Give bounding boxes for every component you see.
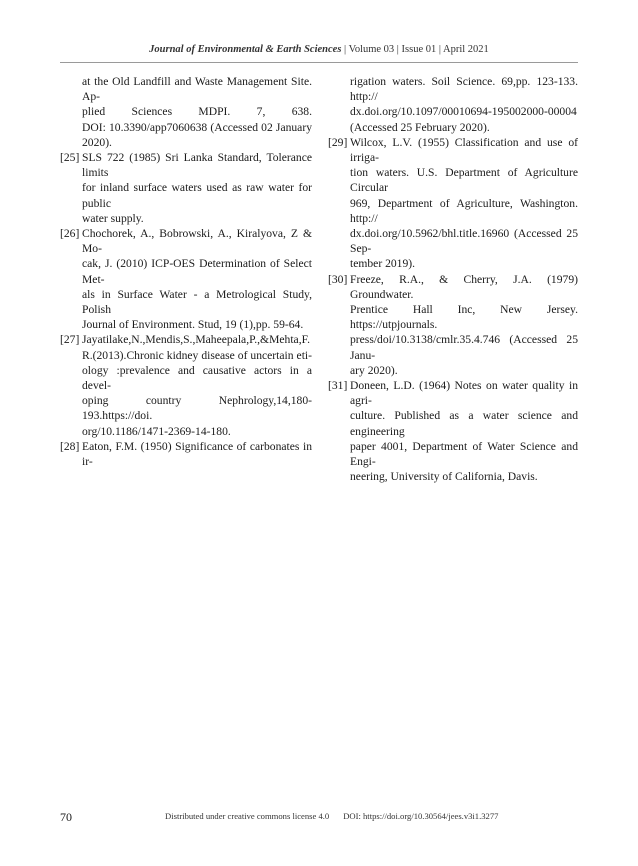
reference-item (328, 272, 578, 378)
reference-line: Doneen, L.D. (1964) Notes on water quality in agri- (350, 379, 578, 408)
reference-line: Chochorek, A., Bobrowski, A., Kiralyova, Z & Mo- (82, 227, 312, 256)
reference-line: 2020). (82, 135, 112, 149)
reference-number: [27] (60, 333, 80, 347)
license-text: Distributed under creative commons license 4.0 (165, 811, 330, 821)
reference-number: [25] (60, 151, 80, 165)
reference-item (60, 439, 312, 469)
page-number: 70 (60, 810, 72, 824)
reference-line: at the Old Landfill and Waste Management Site. Ap- (82, 75, 312, 104)
reference-line: water supply. (82, 211, 144, 225)
reference-number: [29] (328, 135, 348, 149)
footer-info (165, 811, 498, 821)
header-divider (60, 62, 578, 63)
left-column-references (60, 74, 312, 469)
reference-line: rigation waters. Soil Science. 69,pp. 123-133. http:// (350, 75, 578, 104)
reference-line: tember 2019). (350, 257, 416, 271)
running-header (0, 44, 638, 55)
reference-line: dx.doi.org/10.5962/bhl.title.16960 (Accessed 25 Sep- (350, 227, 578, 256)
reference-item (60, 226, 312, 332)
reference-number: [26] (60, 227, 80, 241)
reference-item (328, 74, 578, 135)
reference-line: R.(2013).Chronic kidney disease of uncertain eti- (82, 348, 312, 362)
reference-item (60, 74, 312, 150)
journal-issue-details: | Volume 03 | Issue 01 | April 2021 (341, 44, 489, 55)
reference-line: culture. Published as a water science and engineering (350, 409, 578, 438)
reference-line: Journal of Environment. Stud, 19 (1),pp. 59-64. (82, 318, 304, 332)
reference-item (60, 150, 312, 226)
reference-line: Prentice Hall Inc, New Jersey. https://utpjournals. (350, 303, 578, 332)
reference-line: Freeze, R.A., & Cherry, J.A. (1979) Groundwater. (350, 272, 578, 301)
reference-line: press/doi/10.3138/cmlr.35.4.746 (Accessed 25 Janu- (350, 333, 578, 362)
reference-line: cak, J. (2010) ICP-OES Determination of Select Met- (82, 257, 312, 286)
reference-line: tion waters. U.S. Department of Agriculture Circular (350, 166, 578, 195)
reference-line: als in Surface Water - a Metrological Study, Polish (82, 287, 312, 317)
reference-line: DOI: 10.3390/app7060638 (Accessed 02 January (82, 120, 312, 134)
reference-item (328, 135, 578, 272)
reference-line: org/10.1186/1471-2369-14-180. (82, 424, 231, 438)
reference-number: [31] (328, 379, 348, 393)
reference-line: plied Sciences MDPI. 7, 638. (82, 105, 312, 119)
reference-line: 969, Department of Agriculture, Washington. http:// (350, 196, 578, 225)
reference-number: [28] (60, 439, 80, 453)
reference-line: neering, University of California, Davis. (350, 470, 538, 484)
doi-link[interactable]: DOI: https://doi.org/10.30564/jees.v3i1.3277 (343, 811, 499, 821)
reference-line: paper 4001, Department of Water Science and Engi- (350, 439, 578, 469)
reference-item (328, 378, 578, 484)
reference-line: oping country Nephrology,14,180-193.https://doi. (82, 394, 312, 423)
reference-item (60, 332, 312, 438)
reference-line: ology :prevalence and causative actors in a devel- (82, 363, 312, 393)
reference-line: (Accessed 25 February 2020). (350, 120, 490, 134)
reference-line: Jayatilake,N.,Mendis,S.,Maheepala,P.,&Mehta,F. (82, 333, 311, 347)
reference-line: ary 2020). (350, 363, 398, 377)
reference-line: for inland surface waters used as raw water for public (82, 181, 312, 210)
journal-title: Journal of Environmental & Earth Sciences (149, 44, 342, 55)
reference-line: Wilcox, L.V. (1955) Classification and use of irriga- (350, 135, 578, 165)
right-column-references (328, 74, 578, 484)
reference-line: dx.doi.org/10.1097/00010694-195002000-00004 (350, 105, 577, 119)
reference-line: Eaton, F.M. (1950) Significance of carbonates in ir- (82, 439, 312, 469)
reference-number: [30] (328, 272, 348, 286)
reference-line: SLS 722 (1985) Sri Lanka Standard, Tolerance limits (82, 151, 312, 180)
